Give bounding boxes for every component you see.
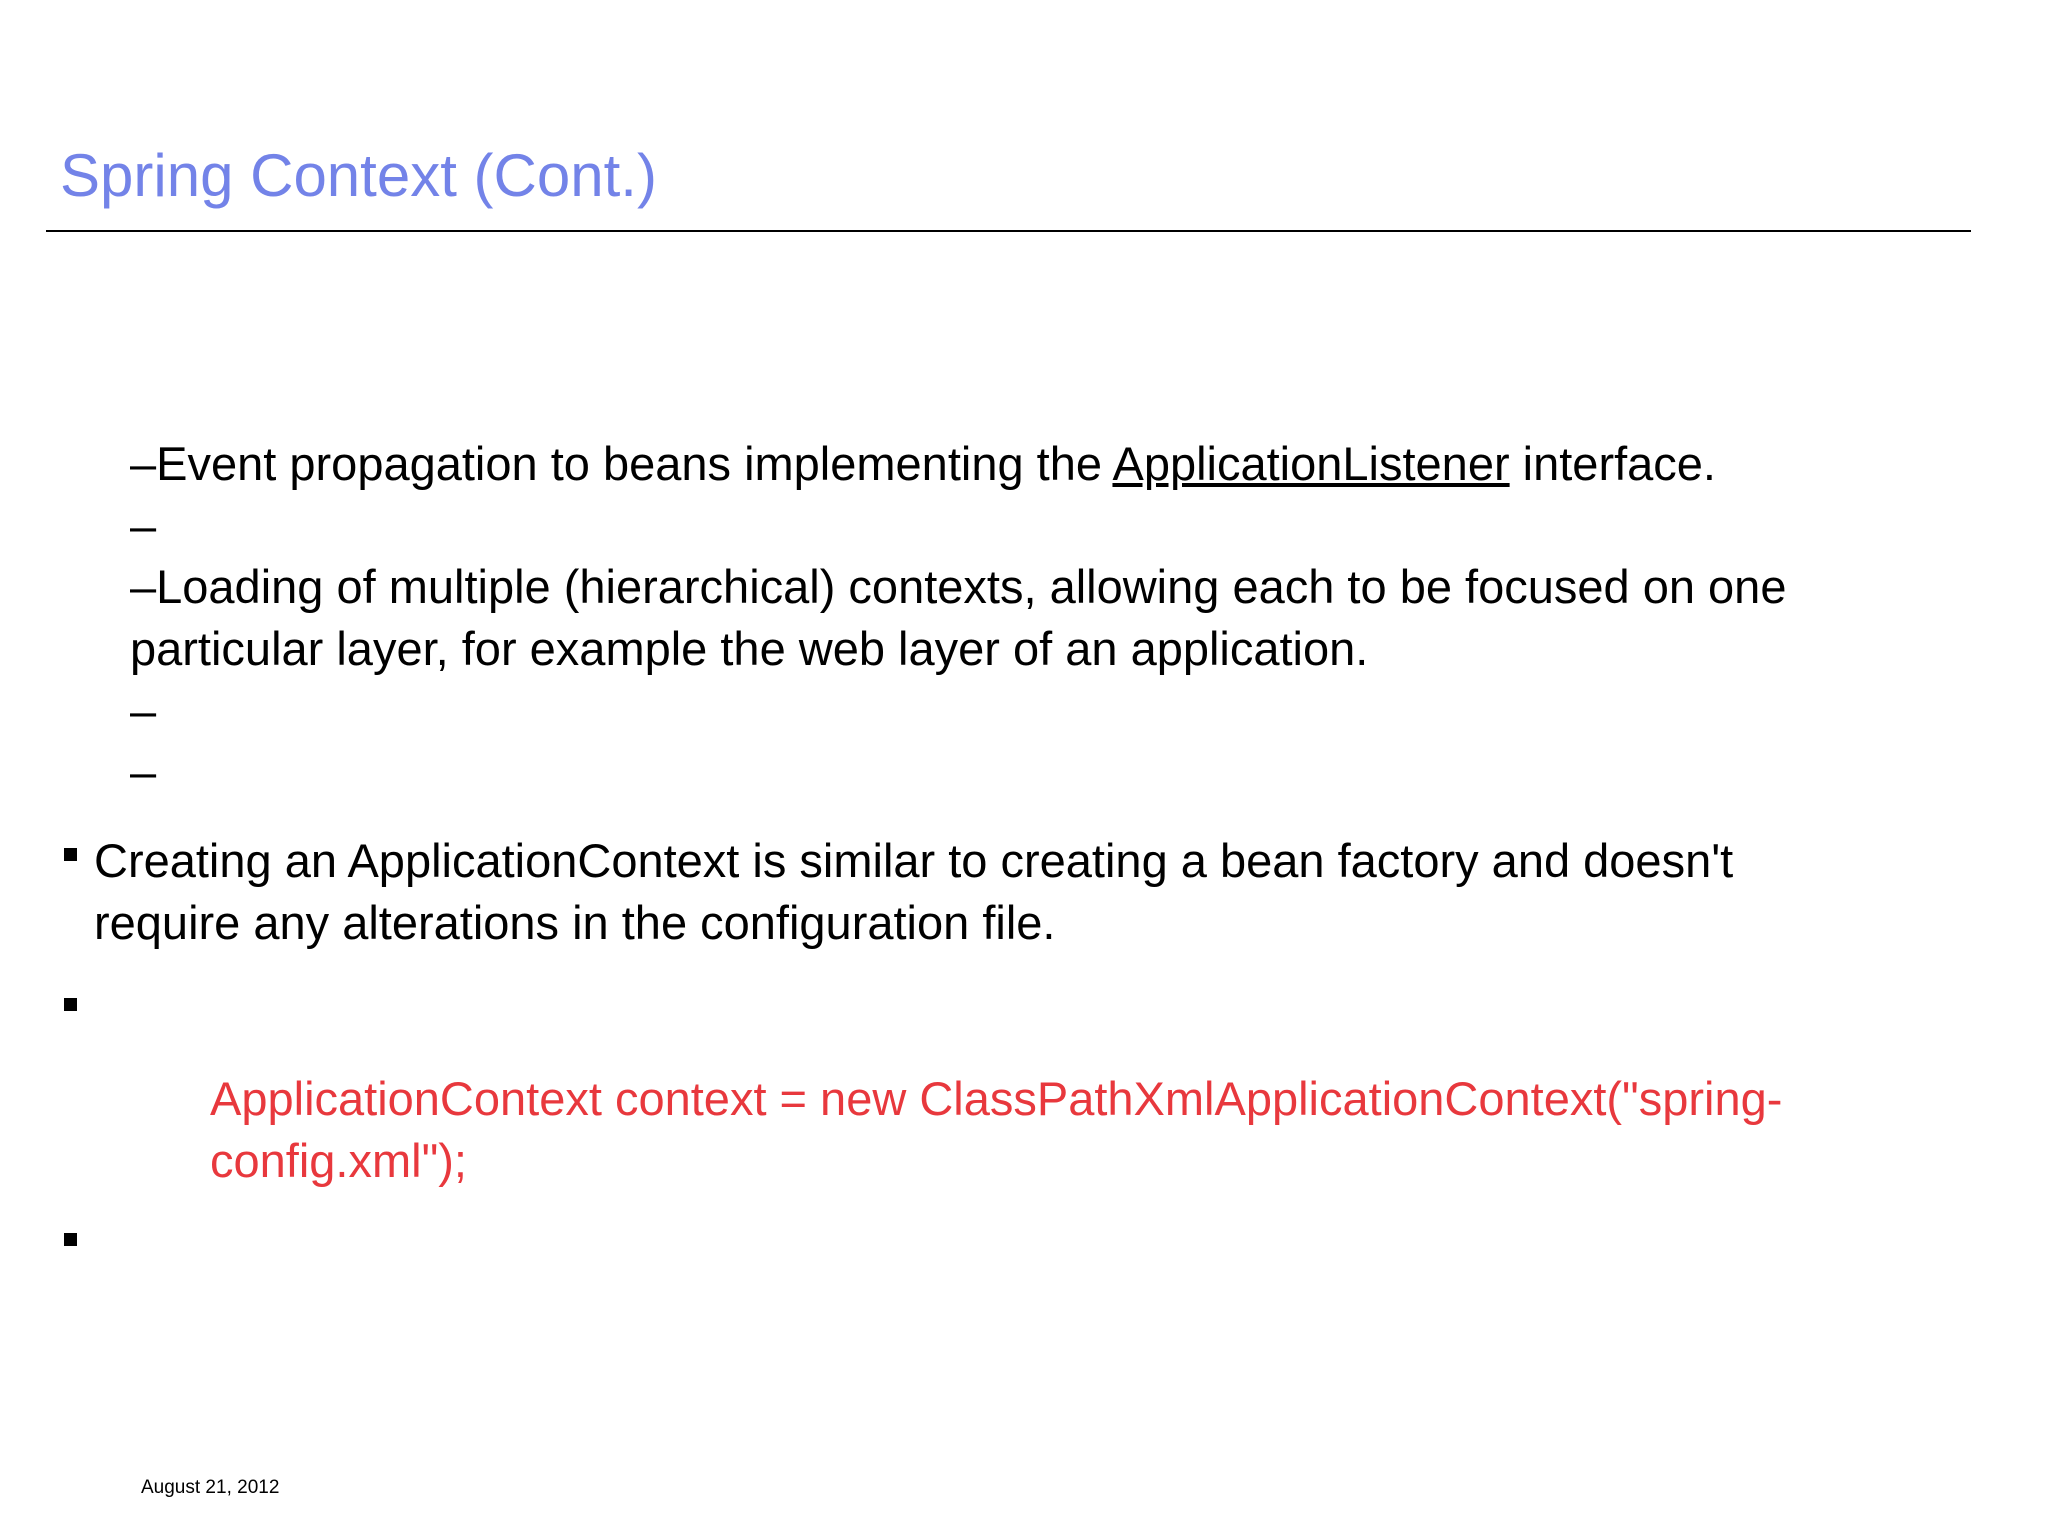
bullet-square-icon: [64, 1233, 77, 1246]
sub-item-text: Loading of multiple (hierarchical) contexts, allowing each to be focused on one: [156, 560, 1787, 613]
dash-marker: –: [130, 499, 157, 552]
dash-marker: –: [130, 684, 157, 737]
sub-item-text-end: interface.: [1509, 437, 1716, 490]
application-listener-link[interactable]: ApplicationListener: [1112, 437, 1510, 490]
footer-date: August 21, 2012: [141, 1477, 280, 1498]
bullet-text-creating-context: Creating an ApplicationContext is similar to creating a bean factory and doesn't: [94, 834, 1734, 887]
bullet-square-icon: [64, 998, 77, 1011]
code-line: ApplicationContext context = new ClassPathXmlApplicationContext("spring-: [210, 1072, 1783, 1125]
code-line: config.xml");: [210, 1134, 467, 1187]
sub-item-empty: [130, 741, 156, 803]
sub-item-multiple-contexts: [130, 556, 1786, 618]
dash-marker: –: [130, 437, 157, 490]
sub-item-event-propagation: [130, 433, 1716, 495]
sub-item-empty: [130, 495, 156, 557]
sub-item-empty: [130, 680, 156, 742]
bullet-text-creating-context-continued: require any alterations in the configuration file.: [94, 896, 1056, 949]
sub-item-multiple-contexts-continued: particular layer, for example the web layer of an application.: [130, 622, 1369, 675]
dash-marker: –: [130, 745, 157, 798]
slide-title: Spring Context (Cont.): [60, 142, 657, 209]
bullet-square-icon: [64, 848, 77, 861]
dash-marker: –: [130, 560, 157, 613]
sub-item-text: Event propagation to beans implementing the: [156, 437, 1113, 490]
title-divider: [46, 230, 1971, 232]
